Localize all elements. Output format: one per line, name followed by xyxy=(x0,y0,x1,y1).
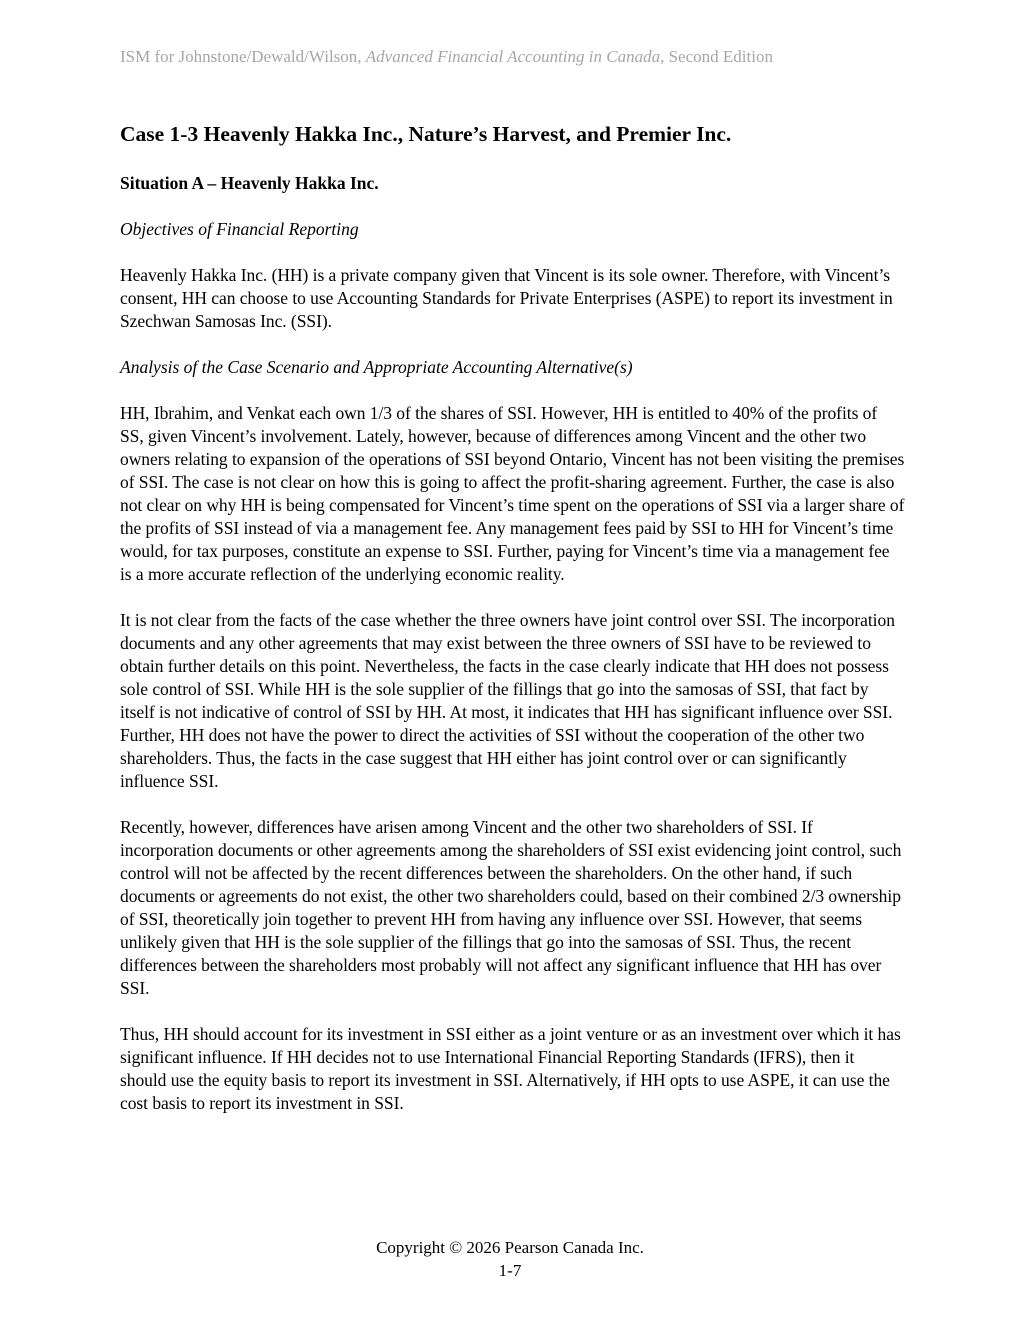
case-title: Case 1-3 Heavenly Hakka Inc., Nature’s Harvest, and Premier Inc. xyxy=(120,122,732,146)
paragraph: HH, Ibrahim, and Venkat each own 1/3 of the shares of SSI. However, HH is entitled to 40% of the profits of SS, given Vincent’s involvement. Lately, however, because of differences among Vincent and the other two owners relating to expansion of the operations of SSI beyond Ontario, Vincent has not been visiting the premises of SSI. The case is not clear on how this is going to affect the profit-sharing agreement. Further, the case is also not clear on why HH is being compensated for Vincent’s time spent on the operations of SSI via a larger share of the profits of SSI instead of via a management fee. Any management fees paid by SSI to HH for Vincent’s time would, for tax purposes, constitute an expense to SSI. Further, paying for Vincent’s time via a management fee is a more accurate reflection of the underlying economic reality. xyxy=(120,403,905,584)
page-footer xyxy=(0,1236,1020,1282)
header-prefix: ISM for Johnstone/Dewald/Wilson, xyxy=(120,47,366,66)
copyright-notice: Copyright © 2026 Pearson Canada Inc. xyxy=(376,1238,644,1257)
page-content xyxy=(120,119,905,1138)
situation-title: Situation A – Heavenly Hakka Inc. xyxy=(120,173,379,193)
header-book-title: Advanced Financial Accounting in Canada xyxy=(365,47,661,66)
section-heading-objectives: Objectives of Financial Reporting xyxy=(120,219,359,239)
running-header xyxy=(120,46,900,68)
paragraph: It is not clear from the facts of the case whether the three owners have joint control over SSI. The incorporation documents and any other agreements that may exist between the three owners of SSI have to be reviewed to obtain further details on this point. Nevertheless, the facts in the case clearly indicate that HH does not possess sole control of SSI. While HH is the sole supplier of the fillings that go into the samosas of SSI, that fact by itself is not indicative of control of SSI by HH. At most, it indicates that HH has significant influence over SSI. Further, HH does not have the power to direct the activities of SSI without the cooperation of the other two shareholders. Thus, the facts in the case suggest that HH either has joint control over or can significantly influence SSI. xyxy=(120,610,895,791)
paragraph: Heavenly Hakka Inc. (HH) is a private company given that Vincent is its sole owner. Therefore, with Vincent’s consent, HH can choose to use Accounting Standards for Private Enterprises (ASPE) to report its investment in Szechwan Samosas Inc. (SSI). xyxy=(120,265,893,331)
paragraph: Recently, however, differences have arisen among Vincent and the other two shareholders of SSI. If incorporation documents or other agreements among the shareholders of SSI exist evidencing joint control, such control will not be affected by the recent differences between the shareholders. On the other hand, if such documents or agreements do not exist, the other two shareholders could, based on their combined 2/3 ownership of SSI, theoretically join together to prevent HH from having any influence over SSI. However, that seems unlikely given that HH is the sole supplier of the fillings that go into the samosas of SSI. Thus, the recent differences between the shareholders most probably will not affect any significant influence that HH has over SSI. xyxy=(120,817,902,998)
section-heading-analysis: Analysis of the Case Scenario and Appropriate Accounting Alternative(s) xyxy=(120,357,633,377)
page-number: 1-7 xyxy=(498,1261,522,1280)
header-suffix: , Second Edition xyxy=(660,47,773,66)
paragraph: Thus, HH should account for its investment in SSI either as a joint venture or as an investment over which it has significant influence. If HH decides not to use International Financial Reporting Standards (IFRS), then it should use the equity basis to report its investment in SSI. Alternatively, if HH opts to use ASPE, it can use the cost basis to report its investment in SSI. xyxy=(120,1024,901,1113)
